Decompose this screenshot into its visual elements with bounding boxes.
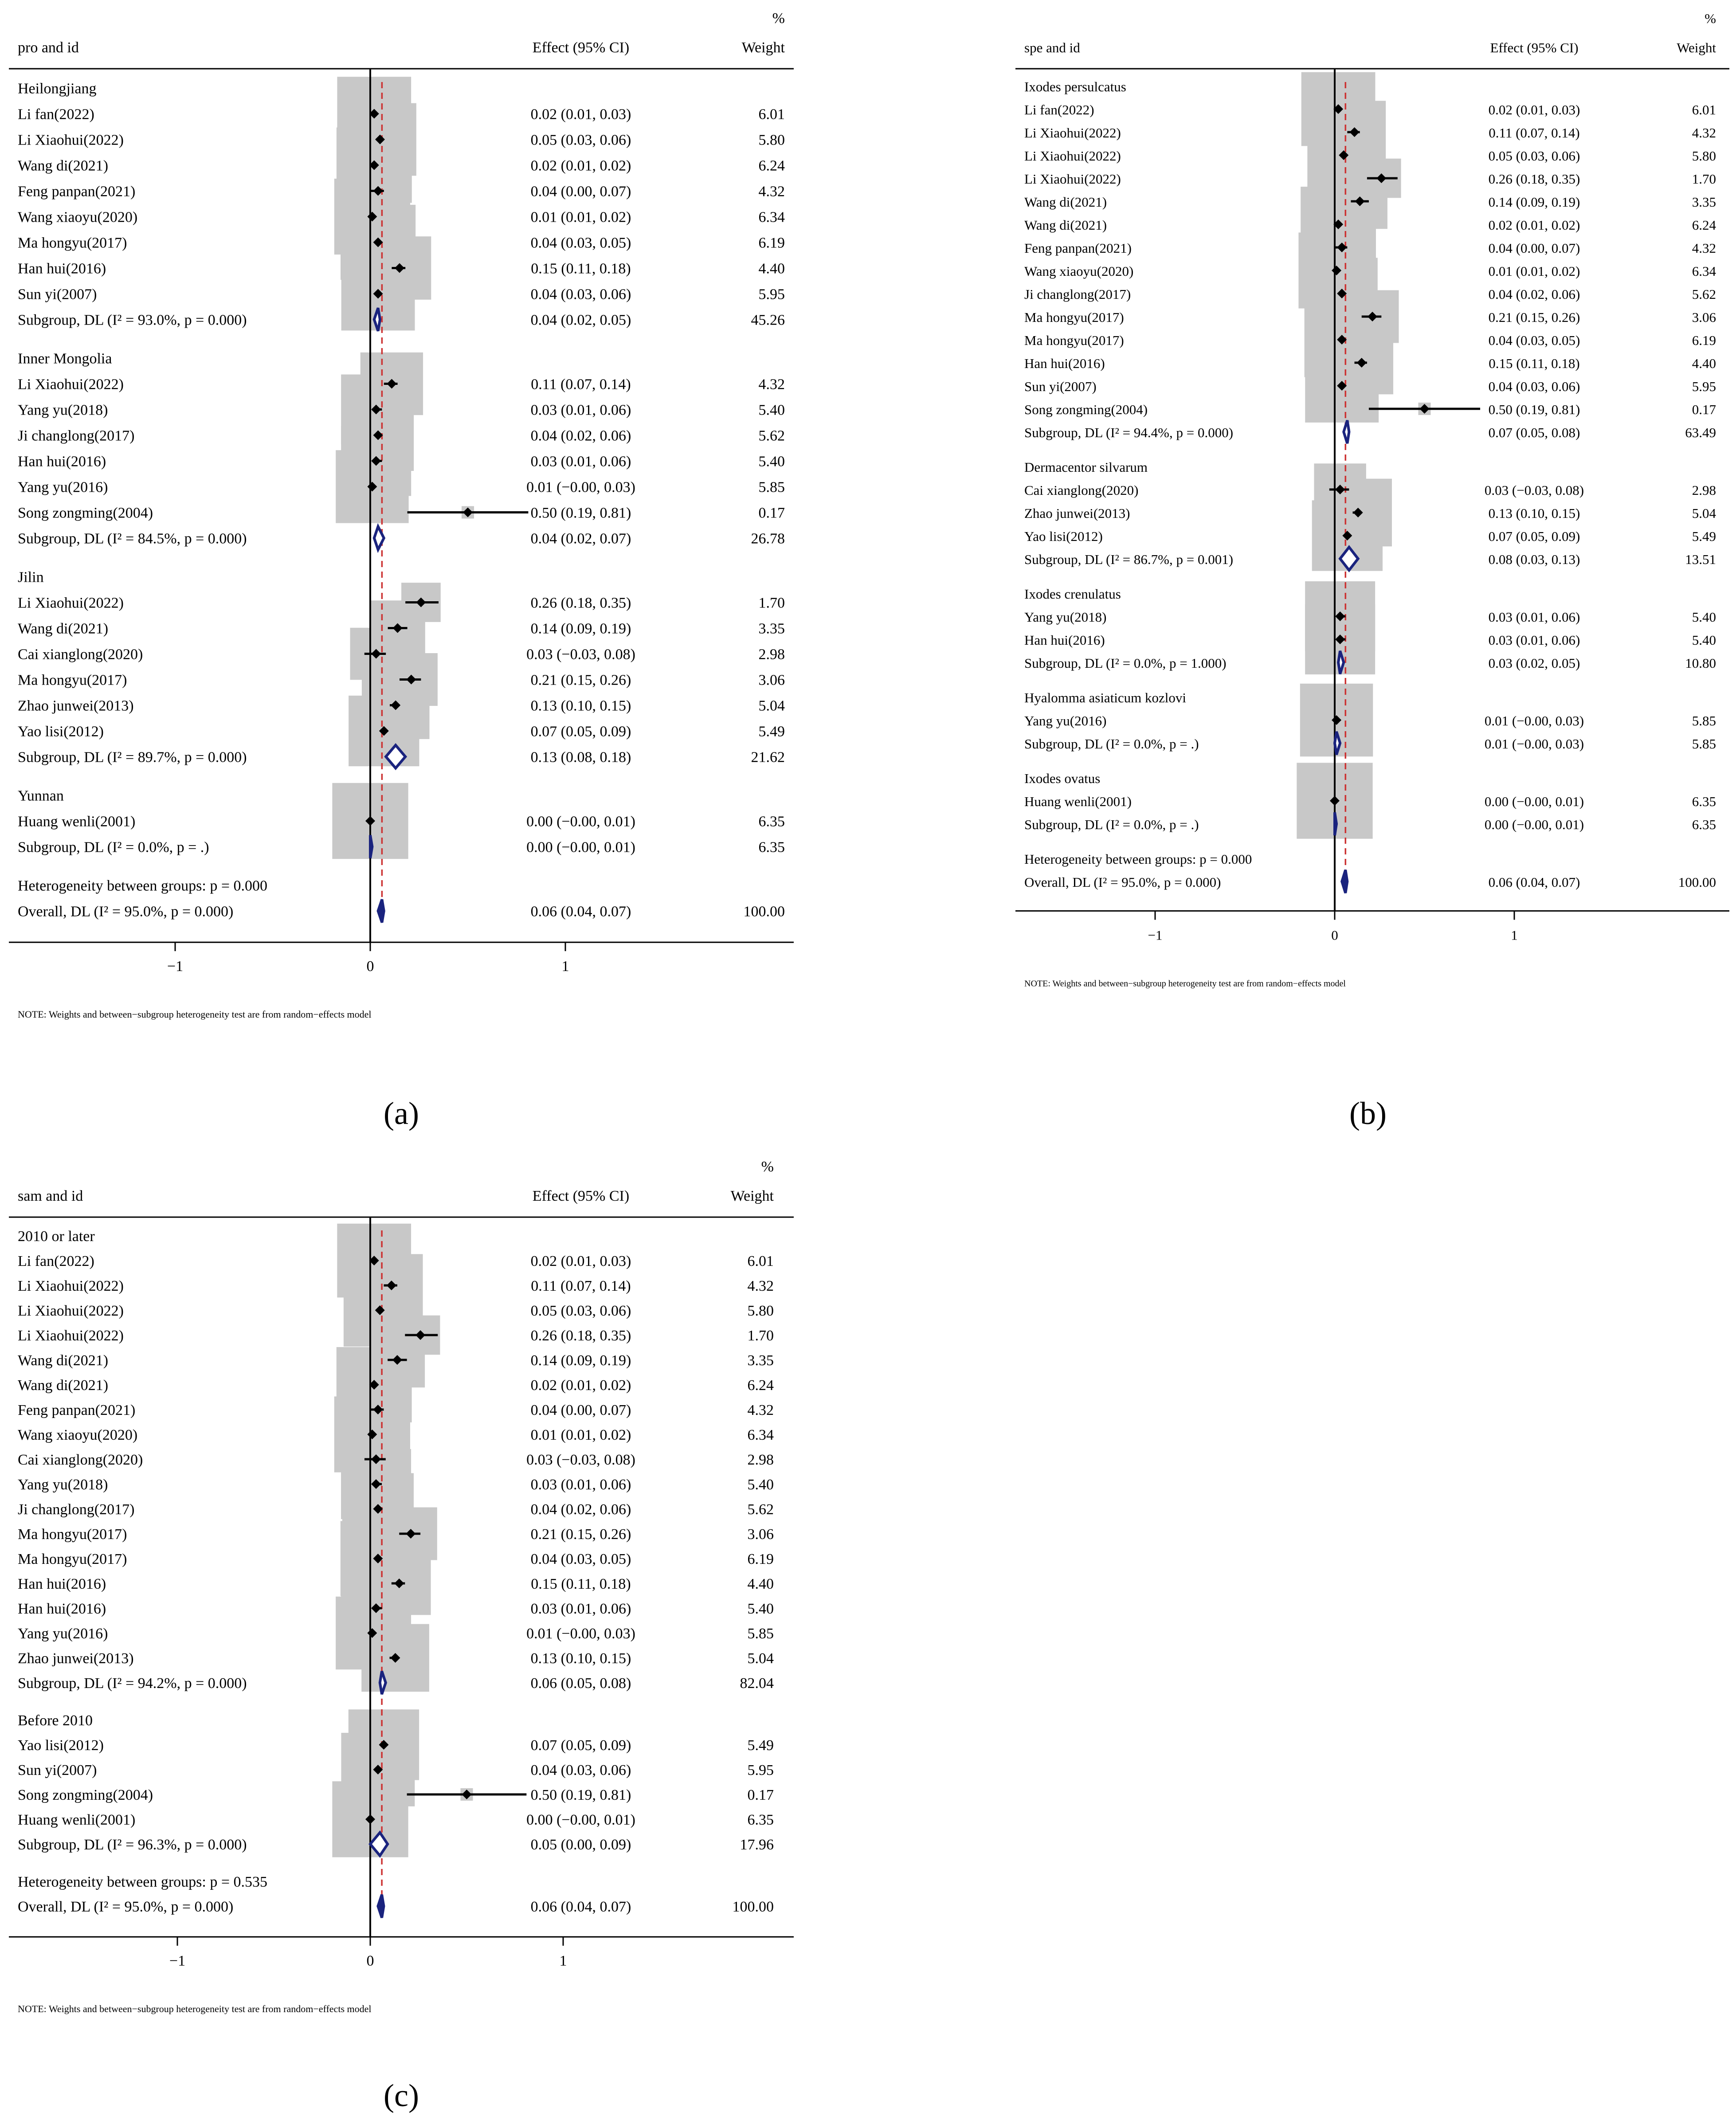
study-effect-ci: 0.01 (0.01, 0.02): [1488, 263, 1580, 279]
subgroup-effect-ci: 0.01 (−0.00, 0.03): [1484, 736, 1584, 752]
study-effect-ci: 0.00 (−0.00, 0.01): [1484, 794, 1584, 809]
x-tick-label: 1: [559, 1953, 567, 1970]
overall-effect-ci: 0.06 (0.04, 0.07): [530, 1899, 631, 1915]
study-effect-ci: 0.04 (0.03, 0.06): [530, 1762, 631, 1778]
study-label: Cai xianglong(2020): [18, 1452, 143, 1468]
study-effect-ci: 0.02 (0.01, 0.03): [1488, 102, 1580, 118]
study-weight: 5.40: [1692, 609, 1716, 625]
study-label: Wang xiaoyu(2020): [1024, 263, 1134, 279]
study-effect-ci: 0.26 (0.18, 0.35): [530, 1328, 631, 1344]
header-weight-column: Weight: [741, 39, 785, 56]
subgroup-effect-ci: 0.00 (−0.00, 0.01): [526, 839, 635, 856]
study-label: Li Xiaohui(2022): [18, 1278, 124, 1294]
study-label: Yang yu(2016): [18, 1625, 108, 1642]
group-title: Before 2010: [18, 1712, 93, 1729]
study-weight: 3.06: [1692, 309, 1716, 325]
study-label: Yang yu(2016): [1024, 713, 1107, 729]
study-label: Wang di(2021): [18, 620, 109, 637]
study-effect-ci: 0.03 (0.01, 0.06): [1488, 632, 1580, 648]
subgroup-label: Subgroup, DL (I² = 94.2%, p = 0.000): [18, 1675, 247, 1692]
study-weight: 5.40: [747, 1601, 774, 1617]
study-weight: 4.40: [747, 1576, 774, 1592]
study-label: Ji changlong(2017): [18, 427, 135, 444]
study-effect-ci: 0.04 (0.02, 0.06): [1488, 286, 1580, 302]
study-effect-ci: 0.50 (0.19, 0.81): [530, 1787, 631, 1803]
header-weight-column: Weight: [730, 1188, 774, 1204]
study-label: Wang di(2021): [1024, 217, 1107, 233]
overall-weight: 100.00: [743, 903, 785, 920]
study-weight: 1.70: [747, 1328, 774, 1344]
study-effect-ci: 0.04 (0.03, 0.06): [530, 286, 631, 303]
study-effect-ci: 0.07 (0.05, 0.09): [530, 1737, 631, 1754]
study-label: Ji changlong(2017): [1024, 286, 1131, 302]
study-weight: 2.98: [758, 646, 785, 663]
subgroup-label: Subgroup, DL (I² = 0.0%, p = .): [18, 839, 209, 856]
study-label: Ji changlong(2017): [18, 1501, 135, 1518]
study-effect-ci: 0.02 (0.01, 0.03): [530, 106, 631, 123]
study-weight: 5.85: [1692, 713, 1716, 729]
study-effect-ci: 0.04 (0.00, 0.07): [530, 183, 631, 200]
study-weight: 0.17: [747, 1787, 774, 1803]
group-title: 2010 or later: [18, 1228, 95, 1245]
overall-weight: 100.00: [732, 1899, 774, 1915]
study-effect-ci: 0.13 (0.10, 0.15): [1488, 505, 1580, 521]
study-label: Li Xiaohui(2022): [18, 1328, 124, 1344]
study-weight: 2.98: [1692, 482, 1716, 498]
footnote: NOTE: Weights and between−subgroup heterogeneity test are from random−effects model: [1024, 979, 1346, 989]
study-label: Zhao junwei(2013): [18, 697, 134, 714]
study-weight: 5.62: [747, 1501, 774, 1518]
study-label: Ma hongyu(2017): [1024, 309, 1124, 325]
study-effect-ci: 0.13 (0.10, 0.15): [530, 1650, 631, 1667]
study-effect-ci: 0.11 (0.07, 0.14): [1489, 125, 1580, 141]
group-title: Heilongjiang: [18, 80, 97, 97]
subgroup-label: Subgroup, DL (I² = 86.7%, p = 0.001): [1024, 552, 1234, 567]
group-title: Hyalomma asiaticum kozlovi: [1024, 690, 1187, 705]
overall-label: Overall, DL (I² = 95.0%, p = 0.000): [1024, 874, 1221, 890]
study-effect-ci: 0.03 (−0.03, 0.08): [526, 646, 635, 663]
study-weight: 6.35: [747, 1812, 774, 1828]
study-weight: 6.34: [1692, 263, 1716, 279]
study-weight: 5.80: [1692, 148, 1716, 164]
study-weight: 5.80: [747, 1303, 774, 1319]
study-effect-ci: 0.03 (−0.03, 0.08): [1484, 482, 1584, 498]
study-label: Li Xiaohui(2022): [1024, 125, 1121, 141]
study-effect-ci: 0.02 (0.01, 0.03): [530, 1253, 631, 1269]
study-weight: 4.32: [1692, 125, 1716, 141]
study-effect-ci: 0.50 (0.19, 0.81): [1488, 402, 1580, 417]
study-label: Li Xiaohui(2022): [18, 1303, 124, 1319]
study-weight: 5.04: [747, 1650, 774, 1667]
study-effect-ci: 0.00 (−0.00, 0.01): [526, 1812, 635, 1828]
study-weight: 6.35: [1692, 794, 1716, 809]
study-label: Cai xianglong(2020): [1024, 482, 1139, 498]
study-label: Huang wenli(2001): [1024, 794, 1132, 809]
study-weight: 5.04: [758, 697, 785, 714]
subgroup-effect-ci: 0.13 (0.08, 0.18): [530, 749, 631, 766]
study-label: Wang di(2021): [1024, 194, 1107, 210]
x-tick-label: −1: [1148, 927, 1163, 943]
study-label: Ma hongyu(2017): [18, 1551, 127, 1567]
study-label: Wang xiaoyu(2020): [18, 209, 138, 226]
study-effect-ci: 0.26 (0.18, 0.35): [1488, 171, 1580, 187]
subgroup-weight: 5.85: [1692, 736, 1716, 752]
study-weight: 5.40: [747, 1477, 774, 1493]
study-weight: 4.32: [747, 1402, 774, 1418]
study-effect-ci: 0.01 (0.01, 0.02): [530, 1427, 631, 1443]
study-weight: 4.32: [758, 376, 785, 393]
study-effect-ci: 0.03 (0.01, 0.06): [530, 1601, 631, 1617]
header-study-column: spe and id: [1024, 40, 1080, 55]
header-weight-percent: %: [761, 1159, 774, 1175]
study-weight: 5.80: [758, 132, 785, 149]
forest-panel-1: [9, 10, 794, 1131]
subgroup-diamond: [1335, 812, 1336, 835]
study-weight: 3.35: [1692, 194, 1716, 210]
study-effect-ci: 0.05 (0.03, 0.06): [1488, 148, 1580, 164]
study-weight: 3.35: [747, 1352, 774, 1369]
subgroup-label: Subgroup, DL (I² = 89.7%, p = 0.000): [18, 749, 247, 766]
study-effect-ci: 0.04 (0.03, 0.06): [1488, 379, 1580, 394]
subgroup-effect-ci: 0.04 (0.02, 0.05): [530, 312, 631, 329]
study-label: Han hui(2016): [18, 1601, 106, 1617]
subgroup-label: Subgroup, DL (I² = 0.0%, p = .): [1024, 817, 1199, 832]
study-weight: 6.24: [1692, 217, 1716, 233]
x-tick-label: −1: [167, 958, 184, 975]
study-weight: 5.85: [747, 1625, 774, 1642]
overall-effect-ci: 0.06 (0.04, 0.07): [1488, 874, 1580, 890]
study-label: Ma hongyu(2017): [18, 235, 127, 251]
overall-weight: 100.00: [1678, 874, 1716, 890]
study-label: Zhao junwei(2013): [1024, 505, 1130, 521]
study-effect-ci: 0.15 (0.11, 0.18): [1489, 356, 1580, 371]
study-weight: 4.32: [1692, 240, 1716, 256]
study-effect-ci: 0.26 (0.18, 0.35): [530, 595, 631, 611]
subgroup-weight: 26.78: [751, 530, 785, 547]
study-label: Song zongming(2004): [18, 505, 153, 521]
subgroup-diamond: [1344, 420, 1349, 443]
study-weight: 5.85: [758, 479, 785, 496]
header-effect-column: Effect (95% CI): [532, 1188, 630, 1204]
study-label: Feng panpan(2021): [18, 1402, 136, 1418]
x-tick-label: 0: [366, 1953, 374, 1970]
study-label: Li fan(2022): [1024, 102, 1094, 118]
group-title: Jilin: [18, 569, 44, 586]
study-effect-ci: 0.02 (0.01, 0.02): [1488, 217, 1580, 233]
study-label: Cai xianglong(2020): [18, 646, 143, 663]
study-weight: 4.32: [747, 1278, 774, 1294]
study-weight: 6.19: [747, 1551, 774, 1567]
subgroup-weight: 82.04: [740, 1675, 774, 1692]
study-label: Yao lisi(2012): [18, 1737, 104, 1754]
study-weight: 1.70: [758, 595, 785, 611]
study-label: Sun yi(2007): [18, 286, 97, 303]
overall-label: Overall, DL (I² = 95.0%, p = 0.000): [18, 1899, 234, 1915]
group-title: Dermacentor silvarum: [1024, 459, 1148, 475]
study-weight: 5.49: [747, 1737, 774, 1754]
panel-label: (c): [384, 2078, 419, 2113]
x-tick-label: 1: [1511, 927, 1518, 943]
study-label: Li Xiaohui(2022): [18, 132, 124, 149]
subgroup-effect-ci: 0.00 (−0.00, 0.01): [1484, 817, 1584, 832]
study-effect-ci: 0.00 (−0.00, 0.01): [526, 813, 635, 830]
study-weight: 3.06: [747, 1526, 774, 1543]
study-effect-ci: 0.03 (0.01, 0.06): [530, 402, 631, 419]
study-weight: 5.62: [1692, 286, 1716, 302]
group-title: Inner Mongolia: [18, 350, 112, 367]
group-title: Yunnan: [18, 787, 64, 804]
subgroup-effect-ci: 0.03 (0.02, 0.05): [1488, 655, 1580, 671]
heterogeneity-text: Heterogeneity between groups: p = 0.000: [18, 877, 268, 894]
subgroup-weight: 21.62: [751, 749, 785, 766]
study-effect-ci: 0.02 (0.01, 0.02): [530, 157, 631, 174]
header-weight-percent: %: [1705, 11, 1716, 26]
study-effect-ci: 0.07 (0.05, 0.09): [1488, 529, 1580, 544]
study-label: Yang yu(2018): [1024, 609, 1107, 625]
study-weight: 6.24: [758, 157, 785, 174]
study-weight: 5.95: [747, 1762, 774, 1778]
study-label: Wang di(2021): [18, 1352, 109, 1369]
study-weight: 5.95: [758, 286, 785, 303]
subgroup-weight: 10.80: [1685, 655, 1716, 671]
study-weight: 5.40: [758, 453, 785, 470]
subgroup-label: Subgroup, DL (I² = 0.0%, p = .): [1024, 736, 1199, 752]
subgroup-effect-ci: 0.07 (0.05, 0.08): [1488, 425, 1580, 440]
study-weight: 6.01: [747, 1253, 774, 1269]
study-weight: 6.34: [747, 1427, 774, 1443]
study-label: Wang di(2021): [18, 1377, 109, 1394]
study-weight: 2.98: [747, 1452, 774, 1468]
study-weight: 4.40: [758, 260, 785, 277]
study-label: Huang wenli(2001): [18, 1812, 136, 1828]
group-title: Ixodes persulcatus: [1024, 79, 1126, 94]
study-label: Han hui(2016): [18, 453, 106, 470]
overall-diamond: [1342, 870, 1347, 893]
footnote: NOTE: Weights and between−subgroup heterogeneity test are from random−effects model: [18, 1009, 372, 1020]
study-effect-ci: 0.01 (−0.00, 0.03): [526, 1625, 635, 1642]
study-effect-ci: 0.15 (0.11, 0.18): [531, 1576, 631, 1592]
forest-panel-2: [1015, 11, 1729, 1131]
study-weight: 6.24: [747, 1377, 774, 1394]
study-effect-ci: 0.02 (0.01, 0.02): [530, 1377, 631, 1394]
study-effect-ci: 0.14 (0.09, 0.19): [530, 620, 631, 637]
study-effect-ci: 0.14 (0.09, 0.19): [1488, 194, 1580, 210]
heterogeneity-text: Heterogeneity between groups: p = 0.535: [18, 1874, 268, 1890]
study-weight: 5.40: [1692, 632, 1716, 648]
header-study-column: pro and id: [18, 39, 79, 56]
study-weight: 5.49: [758, 723, 785, 740]
study-label: Feng panpan(2021): [1024, 240, 1132, 256]
study-weight: 3.06: [758, 672, 785, 689]
study-label: Li Xiaohui(2022): [18, 376, 124, 393]
subgroup-weight: 6.35: [758, 839, 785, 856]
study-effect-ci: 0.50 (0.19, 0.81): [530, 505, 631, 521]
subgroup-weight: 45.26: [751, 312, 785, 329]
subgroup-label: Subgroup, DL (I² = 93.0%, p = 0.000): [18, 312, 247, 329]
header-study-column: sam and id: [18, 1188, 83, 1204]
group-title: Ixodes ovatus: [1024, 771, 1101, 786]
study-label: Li fan(2022): [18, 106, 94, 123]
footnote: NOTE: Weights and between−subgroup heterogeneity test are from random−effects model: [18, 2003, 372, 2015]
study-weight: 5.95: [1692, 379, 1716, 394]
study-label: Yang yu(2018): [18, 1477, 108, 1493]
study-label: Li Xiaohui(2022): [1024, 171, 1121, 187]
study-effect-ci: 0.04 (0.02, 0.06): [530, 1501, 631, 1518]
study-label: Wang xiaoyu(2020): [18, 1427, 138, 1443]
x-tick-label: 0: [1331, 927, 1338, 943]
study-label: Song zongming(2004): [18, 1787, 153, 1803]
study-weight: 0.17: [1692, 402, 1716, 417]
overall-diamond: [378, 900, 384, 923]
study-weight: 3.35: [758, 620, 785, 637]
subgroup-effect-ci: 0.04 (0.02, 0.07): [530, 530, 631, 547]
study-label: Yang yu(2016): [18, 479, 108, 496]
study-effect-ci: 0.05 (0.03, 0.06): [530, 132, 631, 149]
study-effect-ci: 0.11 (0.07, 0.14): [531, 1278, 631, 1294]
forest-panel-3: [9, 1159, 794, 2113]
study-effect-ci: 0.04 (0.00, 0.07): [1488, 240, 1580, 256]
study-label: Ma hongyu(2017): [1024, 333, 1124, 348]
study-label: Sun yi(2007): [18, 1762, 97, 1778]
study-effect-ci: 0.05 (0.03, 0.06): [530, 1303, 631, 1319]
overall-label: Overall, DL (I² = 95.0%, p = 0.000): [18, 903, 234, 920]
x-tick-label: −1: [169, 1953, 186, 1970]
study-weight: 6.01: [758, 106, 785, 123]
subgroup-diamond: [370, 835, 372, 858]
study-weight: 4.32: [758, 183, 785, 200]
study-effect-ci: 0.03 (0.01, 0.06): [1488, 609, 1580, 625]
study-label: Han hui(2016): [18, 1576, 106, 1592]
subgroup-effect-ci: 0.05 (0.00, 0.09): [530, 1837, 631, 1853]
study-effect-ci: 0.04 (0.03, 0.05): [530, 1551, 631, 1567]
study-weight: 5.40: [758, 402, 785, 419]
subgroup-effect-ci: 0.08 (0.03, 0.13): [1488, 552, 1580, 567]
subgroup-weight: 63.49: [1685, 425, 1716, 440]
study-effect-ci: 0.21 (0.15, 0.26): [530, 1526, 631, 1543]
study-effect-ci: 0.11 (0.07, 0.14): [531, 376, 631, 393]
study-weight: 1.70: [1692, 171, 1716, 187]
header-effect-column: Effect (95% CI): [532, 39, 630, 56]
study-effect-ci: 0.04 (0.00, 0.07): [530, 1402, 631, 1418]
overall-diamond: [378, 1895, 384, 1918]
panel-label: (b): [1349, 1096, 1387, 1131]
study-effect-ci: 0.04 (0.03, 0.05): [1488, 333, 1580, 348]
study-effect-ci: 0.01 (0.01, 0.02): [530, 209, 631, 226]
subgroup-label: Subgroup, DL (I² = 0.0%, p = 1.000): [1024, 655, 1227, 671]
header-weight-percent: %: [772, 10, 785, 27]
study-label: Yang yu(2018): [18, 402, 108, 419]
study-weight: 4.40: [1692, 356, 1716, 371]
study-label: Li Xiaohui(2022): [1024, 148, 1121, 164]
overall-effect-ci: 0.06 (0.04, 0.07): [530, 903, 631, 920]
study-weight: 5.04: [1692, 505, 1716, 521]
study-effect-ci: 0.07 (0.05, 0.09): [530, 723, 631, 740]
study-label: Ma hongyu(2017): [18, 672, 127, 689]
x-tick-label: 0: [366, 958, 374, 975]
subgroup-weight: 13.51: [1685, 552, 1716, 567]
study-label: Li Xiaohui(2022): [18, 595, 124, 611]
study-label: Ma hongyu(2017): [18, 1526, 127, 1543]
study-label: Li fan(2022): [18, 1253, 94, 1269]
study-label: Wang di(2021): [18, 157, 109, 174]
header-effect-column: Effect (95% CI): [1490, 40, 1579, 55]
study-label: Huang wenli(2001): [18, 813, 136, 830]
subgroup-effect-ci: 0.06 (0.05, 0.08): [530, 1675, 631, 1692]
study-effect-ci: 0.21 (0.15, 0.26): [1488, 309, 1580, 325]
study-effect-ci: 0.03 (0.01, 0.06): [530, 1477, 631, 1493]
study-effect-ci: 0.13 (0.10, 0.15): [530, 697, 631, 714]
study-effect-ci: 0.03 (−0.03, 0.08): [526, 1452, 635, 1468]
study-label: Song zongming(2004): [1024, 402, 1148, 417]
subgroup-weight: 17.96: [740, 1837, 774, 1853]
study-effect-ci: 0.14 (0.09, 0.19): [530, 1352, 631, 1369]
study-weight: 6.01: [1692, 102, 1716, 118]
subgroup-label: Subgroup, DL (I² = 84.5%, p = 0.000): [18, 530, 247, 547]
subgroup-label: Subgroup, DL (I² = 96.3%, p = 0.000): [18, 1837, 247, 1853]
group-title: Ixodes crenulatus: [1024, 586, 1121, 602]
header-weight-column: Weight: [1677, 40, 1716, 55]
study-label: Zhao junwei(2013): [18, 1650, 134, 1667]
subgroup-weight: 6.35: [1692, 817, 1716, 832]
study-label: Yao lisi(2012): [18, 723, 104, 740]
study-weight: 5.49: [1692, 529, 1716, 544]
study-weight: 5.62: [758, 427, 785, 444]
study-effect-ci: 0.21 (0.15, 0.26): [530, 672, 631, 689]
study-label: Yao lisi(2012): [1024, 529, 1103, 544]
study-weight: 6.19: [758, 235, 785, 251]
study-weight: 6.34: [758, 209, 785, 226]
study-label: Han hui(2016): [1024, 632, 1105, 648]
study-weight: 6.35: [758, 813, 785, 830]
panel-label: (a): [384, 1096, 419, 1131]
study-weight: 0.17: [758, 505, 785, 521]
study-effect-ci: 0.01 (−0.00, 0.03): [1484, 713, 1584, 729]
study-effect-ci: 0.01 (−0.00, 0.03): [526, 479, 635, 496]
study-effect-ci: 0.04 (0.03, 0.05): [530, 235, 631, 251]
x-tick-label: 1: [561, 958, 569, 975]
study-label: Han hui(2016): [18, 260, 106, 277]
study-label: Feng panpan(2021): [18, 183, 136, 200]
study-weight: 6.19: [1692, 333, 1716, 348]
study-label: Han hui(2016): [1024, 356, 1105, 371]
study-effect-ci: 0.04 (0.02, 0.06): [530, 427, 631, 444]
study-label: Sun yi(2007): [1024, 379, 1097, 394]
study-effect-ci: 0.03 (0.01, 0.06): [530, 453, 631, 470]
study-effect-ci: 0.15 (0.11, 0.18): [531, 260, 631, 277]
heterogeneity-text: Heterogeneity between groups: p = 0.000: [1024, 851, 1252, 867]
subgroup-label: Subgroup, DL (I² = 94.4%, p = 0.000): [1024, 425, 1234, 440]
